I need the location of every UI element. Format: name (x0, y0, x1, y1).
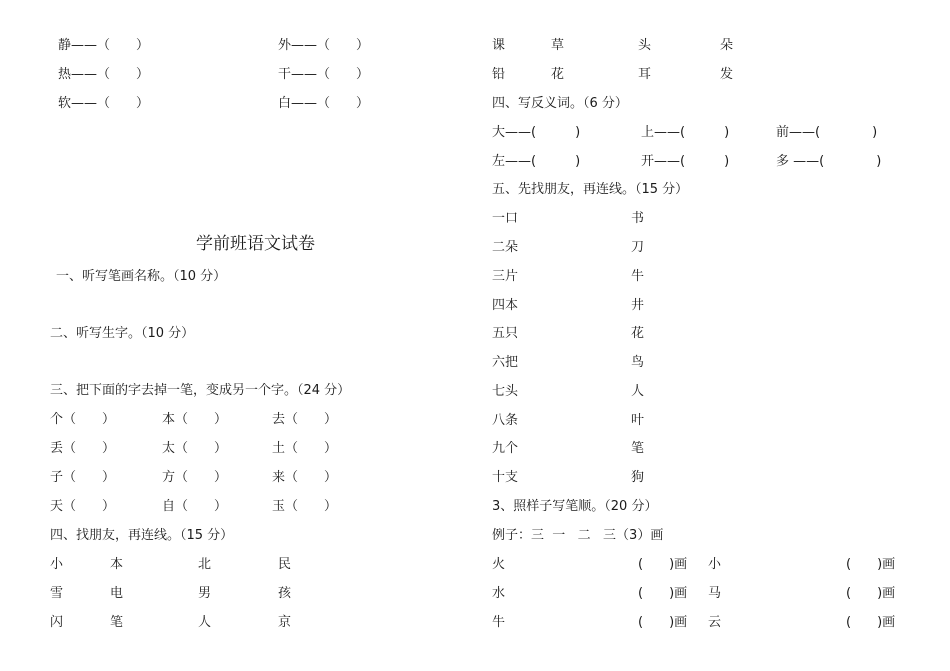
q5-left-item: 一口 (492, 211, 519, 226)
opposite-item: 静——（ ） (58, 38, 150, 53)
q5-right-item: 叶 (631, 413, 645, 428)
q4-word: 人 (198, 615, 212, 630)
q5-left-item: 五只 (492, 326, 519, 341)
q5-right-item: 刀 (631, 240, 645, 255)
q3-item: 去（ ） (272, 412, 338, 427)
q5-right-item: 书 (631, 211, 645, 226)
question-1-heading: 一、听写笔画名称。（10 分） (56, 269, 227, 284)
q5-left-item: 九个 (492, 441, 519, 456)
question-6-heading: 3、照样子写笔顺。（20 分） (492, 499, 658, 514)
question-5-heading: 五、先找朋友，再连线。（15 分） (492, 182, 689, 197)
antonym-item: 左——( ) (492, 154, 581, 169)
stroke-char: 云 (708, 615, 722, 630)
stroke-char: 火 (492, 557, 506, 572)
q4-word: 京 (278, 615, 292, 630)
q3-item: 自（ ） (162, 499, 228, 514)
word-cell: 铅 (492, 67, 506, 82)
opposite-item: 干——（ ） (278, 67, 370, 82)
q3-item: 个（ ） (50, 412, 116, 427)
stroke-blank: ( )画 (638, 615, 688, 630)
stroke-char: 水 (492, 586, 506, 601)
word-cell: 朵 (720, 38, 734, 53)
antonym-item: 上——( ) (641, 125, 730, 140)
q3-item: 本（ ） (162, 412, 228, 427)
stroke-example: 例子：三 一 二 三（3）画 (492, 528, 664, 543)
q5-right-item: 笔 (631, 441, 645, 456)
q3-item: 来（ ） (272, 470, 338, 485)
q4-word: 电 (110, 586, 124, 601)
q5-left-item: 八条 (492, 413, 519, 428)
q5-right-item: 人 (631, 384, 645, 399)
q4-word: 雪 (50, 586, 64, 601)
q4-word: 闪 (50, 615, 64, 630)
q5-right-item: 井 (631, 298, 645, 313)
stroke-blank: ( )画 (638, 557, 688, 572)
antonym-item: 多 ——( ) (776, 154, 882, 169)
q5-right-item: 花 (631, 326, 645, 341)
word-cell: 草 (551, 38, 565, 53)
question-4-heading: 四、找朋友，再连线。（15 分） (50, 528, 234, 543)
stroke-blank: ( )画 (638, 586, 688, 601)
q4-word: 小 (50, 557, 64, 572)
page-title: 学前班语文试卷 (196, 234, 315, 254)
word-cell: 头 (638, 38, 652, 53)
q5-right-item: 狗 (631, 470, 645, 485)
q3-item: 丢（ ） (50, 441, 116, 456)
antonym-heading: 四、写反义词。（6 分） (492, 96, 628, 111)
stroke-blank: ( )画 (846, 615, 896, 630)
q5-left-item: 七头 (492, 384, 519, 399)
q5-left-item: 三片 (492, 269, 519, 284)
opposite-item: 软——（ ） (58, 96, 150, 111)
opposite-item: 白——（ ） (278, 96, 370, 111)
q5-left-item: 十支 (492, 470, 519, 485)
q3-item: 土（ ） (272, 441, 338, 456)
q5-left-item: 四本 (492, 298, 519, 313)
q3-item: 太（ ） (162, 441, 228, 456)
q5-left-item: 二朵 (492, 240, 519, 255)
q4-word: 笔 (110, 615, 124, 630)
stroke-char: 马 (708, 586, 722, 601)
q5-right-item: 牛 (631, 269, 645, 284)
q4-word: 本 (110, 557, 124, 572)
q4-word: 北 (198, 557, 212, 572)
word-cell: 耳 (638, 67, 652, 82)
stroke-blank: ( )画 (846, 586, 896, 601)
question-2-heading: 二、听写生字。（10 分） (50, 326, 195, 341)
q4-word: 男 (198, 586, 212, 601)
antonym-item: 前——( ) (776, 125, 878, 140)
antonym-item: 开——( ) (641, 154, 730, 169)
stroke-char: 牛 (492, 615, 506, 630)
opposite-item: 热——（ ） (58, 67, 150, 82)
q3-item: 子（ ） (50, 470, 116, 485)
q5-left-item: 六把 (492, 355, 519, 370)
stroke-blank: ( )画 (846, 557, 896, 572)
question-3-heading: 三、把下面的字去掉一笔，变成另一个字。（24 分） (50, 383, 351, 398)
q4-word: 孩 (278, 586, 292, 601)
q4-word: 民 (278, 557, 292, 572)
opposite-item: 外——（ ） (278, 38, 370, 53)
q3-item: 玉（ ） (272, 499, 338, 514)
q5-right-item: 鸟 (631, 355, 645, 370)
q3-item: 方（ ） (162, 470, 228, 485)
stroke-char: 小 (708, 557, 722, 572)
word-cell: 花 (551, 67, 565, 82)
antonym-item: 大——( ) (492, 125, 581, 140)
word-cell: 发 (720, 67, 734, 82)
q3-item: 天（ ） (50, 499, 116, 514)
word-cell: 课 (492, 38, 506, 53)
